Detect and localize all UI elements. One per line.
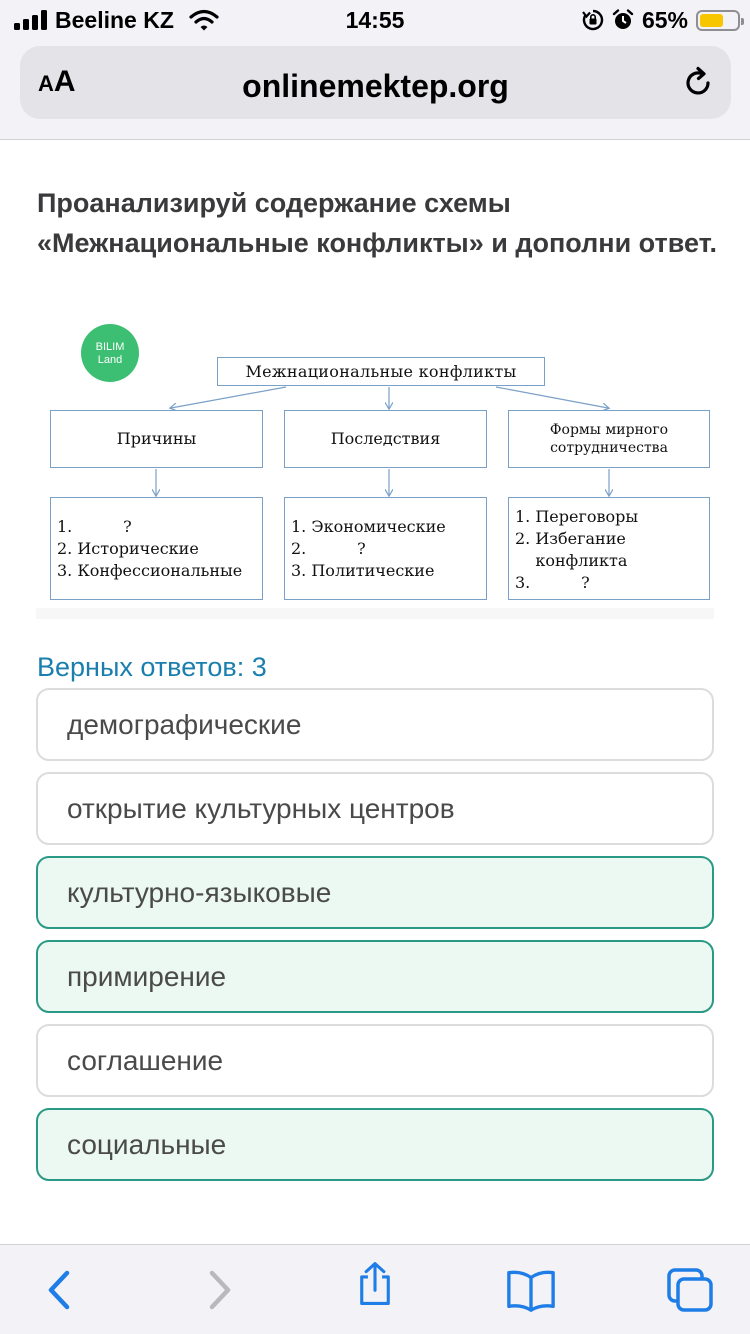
- correct-answers-count: Верных ответов: 3: [37, 652, 267, 682]
- answer-option[interactable]: [36, 1108, 714, 1181]
- reload-icon[interactable]: [681, 66, 715, 100]
- answer-option-label: примирение: [67, 960, 227, 992]
- consequences-heading-box: Последствия: [284, 410, 487, 468]
- bookmarks-icon[interactable]: [506, 1267, 556, 1313]
- answer-option-label: соглашение: [67, 1044, 224, 1076]
- tabs-icon[interactable]: [665, 1267, 715, 1313]
- scheme-title-box: Межнациональные конфликты: [217, 357, 545, 386]
- consequences-item: 3. Политические: [291, 561, 435, 580]
- bilimland-logo: BILIM Land: [81, 324, 139, 382]
- alarm-icon: [612, 9, 634, 31]
- peace-forms-heading-box: Формы мирного сотрудничества: [508, 410, 710, 468]
- battery-icon: [696, 10, 740, 31]
- share-icon[interactable]: [350, 1261, 400, 1307]
- consequences-item: 1. Экономические: [291, 517, 446, 536]
- clock: 14:55: [345, 7, 405, 33]
- causes-item: 3. Конфессиональные: [57, 561, 243, 580]
- answer-option[interactable]: [36, 772, 714, 845]
- peace-forms-item: 2. Избегание: [515, 529, 626, 548]
- answer-option[interactable]: [36, 856, 714, 929]
- url-text[interactable]: onlinemektep.org: [242, 68, 509, 104]
- answer-option[interactable]: [36, 1024, 714, 1097]
- causes-list-box: [50, 497, 263, 600]
- answer-option[interactable]: [36, 688, 714, 761]
- peace-forms-list-box: [508, 497, 710, 600]
- question-text: Проанализируй содержание схемы «Межнациональные конфликты» и дополни ответ.: [37, 188, 717, 258]
- carrier-name: Beeline KZ: [55, 7, 174, 33]
- answer-option[interactable]: [36, 940, 714, 1013]
- causes-item: 1. ?: [57, 517, 132, 536]
- answer-option-label: культурно-языковые: [67, 876, 332, 908]
- causes-item: 2. Исторические: [57, 539, 199, 558]
- peace-forms-item: 1. Переговоры: [515, 507, 639, 526]
- peace-forms-item: 3. ?: [515, 573, 590, 592]
- scheme-image: [36, 318, 714, 619]
- reader-settings-button[interactable]: AA: [38, 65, 76, 98]
- peace-forms-item: конфликта: [515, 551, 628, 570]
- address-bar[interactable]: [20, 46, 731, 119]
- back-icon[interactable]: [36, 1267, 86, 1313]
- answer-option-label: социальные: [67, 1128, 227, 1160]
- forward-icon[interactable]: [195, 1267, 245, 1313]
- orientation-lock-icon: [582, 9, 604, 31]
- status-bar: [0, 0, 750, 40]
- causes-heading-box: Причины: [50, 410, 263, 468]
- answer-options: [36, 688, 714, 1192]
- consequences-list-box: [284, 497, 487, 600]
- answer-option-label: открытие культурных центров: [67, 792, 455, 824]
- answer-option-label: демографические: [67, 708, 302, 740]
- browser-toolbar: [0, 1244, 750, 1334]
- battery-percent: 65%: [641, 6, 688, 33]
- browser-top-bar: [0, 40, 750, 140]
- consequences-item: 2. ?: [291, 539, 366, 558]
